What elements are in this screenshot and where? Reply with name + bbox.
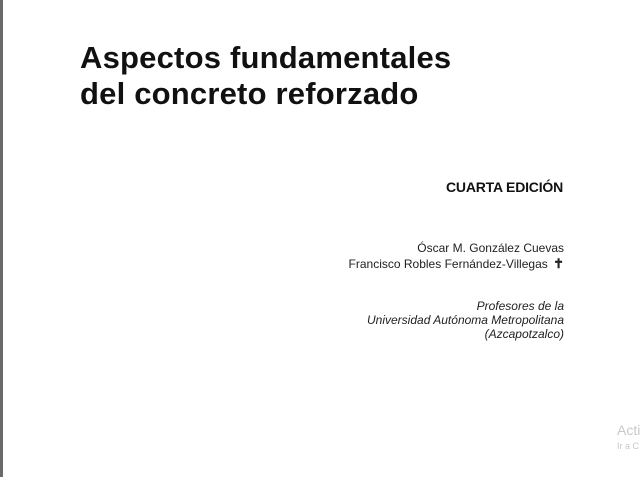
author-1: Óscar M. González Cuevas — [417, 241, 564, 255]
edition-label: CUARTA EDICIÓN — [446, 179, 563, 195]
watermark-line-2: Ir a C — [617, 441, 640, 451]
page-left-border — [0, 0, 3, 477]
affiliation-block — [367, 299, 564, 341]
book-title-line-1: Aspectos fundamentales — [80, 40, 452, 75]
author-2-line — [349, 256, 564, 272]
cross-icon: ✝ — [553, 256, 564, 271]
book-title-line-2: del concreto reforzado — [80, 76, 419, 111]
author-2: Francisco Robles Fernández-Villegas — [348, 257, 548, 271]
affiliation-line-1: Profesores de la — [476, 299, 564, 313]
watermark-line-1: Acti — [617, 422, 640, 438]
authors-block — [349, 240, 564, 272]
affiliation-line-2: Universidad Autónoma Metropolitana — [367, 313, 564, 327]
book-title — [80, 40, 451, 112]
activate-windows-watermark — [617, 422, 640, 453]
affiliation-line-3: (Azcapotzalco) — [484, 327, 564, 341]
